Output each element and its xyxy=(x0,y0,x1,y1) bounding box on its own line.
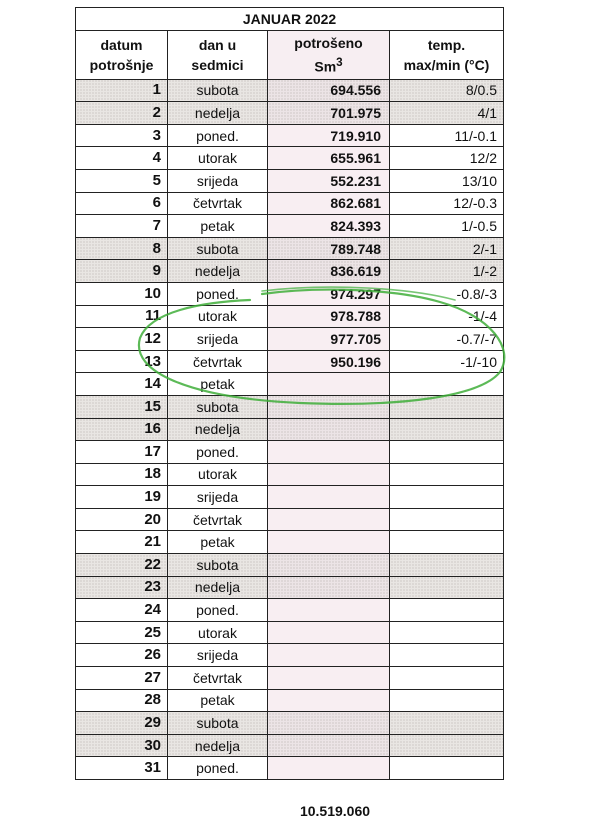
weekday-cell: subota xyxy=(168,395,268,418)
day-cell: 23 xyxy=(76,576,168,599)
consumption-cell: 824.393 xyxy=(268,215,390,238)
consumption-cell: 950.196 xyxy=(268,350,390,373)
temperature-cell xyxy=(390,508,504,531)
weekday-cell: nedelja xyxy=(168,576,268,599)
table-row xyxy=(76,282,504,305)
consumption-cell xyxy=(268,621,390,644)
consumption-cell xyxy=(268,554,390,577)
table-row xyxy=(76,599,504,622)
day-cell: 31 xyxy=(76,757,168,780)
weekday-cell: četvrtak xyxy=(168,667,268,690)
table-row xyxy=(76,757,504,780)
weekday-cell: poned. xyxy=(168,282,268,305)
weekday-cell: srijeda xyxy=(168,644,268,667)
table-row xyxy=(76,554,504,577)
consumption-cell: 655.961 xyxy=(268,147,390,170)
consumption-cell: 694.556 xyxy=(268,79,390,102)
weekday-cell: utorak xyxy=(168,305,268,328)
weekday-cell: srijeda xyxy=(168,486,268,509)
consumption-cell xyxy=(268,644,390,667)
header-temperature-line1: temp. xyxy=(427,36,466,53)
table-row xyxy=(76,689,504,712)
consumption-cell: 789.748 xyxy=(268,237,390,260)
day-cell: 10 xyxy=(76,282,168,305)
day-cell: 30 xyxy=(76,734,168,757)
temperature-cell xyxy=(390,689,504,712)
consumption-cell: 552.231 xyxy=(268,169,390,192)
table-row xyxy=(76,531,504,554)
table-row xyxy=(76,124,504,147)
weekday-cell: subota xyxy=(168,79,268,102)
consumption-cell xyxy=(268,373,390,396)
weekday-cell: nedelja xyxy=(168,418,268,441)
consumption-cell xyxy=(268,576,390,599)
weekday-cell: utorak xyxy=(168,147,268,170)
temperature-cell: -1/-4 xyxy=(390,305,504,328)
day-cell: 26 xyxy=(76,644,168,667)
table-row xyxy=(76,576,504,599)
temperature-cell xyxy=(390,554,504,577)
temperature-cell xyxy=(390,486,504,509)
day-cell: 17 xyxy=(76,441,168,464)
day-cell: 15 xyxy=(76,395,168,418)
day-cell: 5 xyxy=(76,169,168,192)
weekday-cell: četvrtak xyxy=(168,192,268,215)
temperature-cell xyxy=(390,667,504,690)
header-consumption-unit-sup: 3 xyxy=(336,55,343,69)
weekday-cell: srijeda xyxy=(168,169,268,192)
table-row xyxy=(76,328,504,351)
temperature-cell xyxy=(390,395,504,418)
day-cell: 8 xyxy=(76,237,168,260)
temperature-cell xyxy=(390,441,504,464)
day-cell: 11 xyxy=(76,305,168,328)
day-cell: 3 xyxy=(76,124,168,147)
table-row xyxy=(76,192,504,215)
header-weekday xyxy=(168,30,268,79)
weekday-cell: subota xyxy=(168,712,268,735)
table-row xyxy=(76,463,504,486)
table-row xyxy=(76,147,504,170)
day-cell: 9 xyxy=(76,260,168,283)
header-weekday-line1: dan u xyxy=(198,36,237,53)
day-cell: 22 xyxy=(76,554,168,577)
weekday-cell: utorak xyxy=(168,463,268,486)
weekday-cell: subota xyxy=(168,554,268,577)
weekday-cell: nedelja xyxy=(168,102,268,125)
weekday-cell: srijeda xyxy=(168,328,268,351)
consumption-cell: 977.705 xyxy=(268,328,390,351)
weekday-cell: nedelja xyxy=(168,260,268,283)
header-consumption-unit: Sm xyxy=(314,58,337,75)
weekday-cell: petak xyxy=(168,215,268,238)
total-consumption: 10.519.060 xyxy=(299,803,371,819)
table-row xyxy=(76,667,504,690)
consumption-cell xyxy=(268,395,390,418)
table-row xyxy=(76,79,504,102)
day-cell: 21 xyxy=(76,531,168,554)
table-row xyxy=(76,712,504,735)
day-cell: 7 xyxy=(76,215,168,238)
table-row xyxy=(76,441,504,464)
day-cell: 28 xyxy=(76,689,168,712)
day-cell: 18 xyxy=(76,463,168,486)
day-cell: 24 xyxy=(76,599,168,622)
temperature-cell xyxy=(390,621,504,644)
temperature-cell xyxy=(390,373,504,396)
consumption-cell xyxy=(268,689,390,712)
consumption-cell: 836.619 xyxy=(268,260,390,283)
day-cell: 20 xyxy=(76,508,168,531)
weekday-cell: poned. xyxy=(168,757,268,780)
weekday-cell: petak xyxy=(168,531,268,554)
weekday-cell: subota xyxy=(168,237,268,260)
temperature-cell xyxy=(390,463,504,486)
consumption-cell xyxy=(268,712,390,735)
consumption-cell: 974.297 xyxy=(268,282,390,305)
header-weekday-line2: sedmici xyxy=(191,56,244,73)
consumption-cell xyxy=(268,734,390,757)
weekday-cell: poned. xyxy=(168,599,268,622)
consumption-cell xyxy=(268,667,390,690)
table-row xyxy=(76,486,504,509)
temperature-cell: 12/-0.3 xyxy=(390,192,504,215)
temperature-cell: 12/2 xyxy=(390,147,504,170)
consumption-cell xyxy=(268,441,390,464)
consumption-cell xyxy=(268,418,390,441)
table-title: JANUAR 2022 xyxy=(76,8,504,31)
temperature-cell: -1/-10 xyxy=(390,350,504,373)
temperature-cell xyxy=(390,418,504,441)
table-row xyxy=(76,373,504,396)
table-row xyxy=(76,237,504,260)
table-row xyxy=(76,260,504,283)
consumption-cell xyxy=(268,463,390,486)
consumption-cell: 701.975 xyxy=(268,102,390,125)
consumption-cell: 978.788 xyxy=(268,305,390,328)
weekday-cell: petak xyxy=(168,373,268,396)
header-day xyxy=(76,30,168,79)
table-row xyxy=(76,418,504,441)
consumption-cell xyxy=(268,508,390,531)
temperature-cell xyxy=(390,712,504,735)
day-cell: 29 xyxy=(76,712,168,735)
day-cell: 4 xyxy=(76,147,168,170)
day-cell: 14 xyxy=(76,373,168,396)
table-row xyxy=(76,621,504,644)
temperature-cell xyxy=(390,757,504,780)
consumption-cell xyxy=(268,486,390,509)
temperature-cell: 4/1 xyxy=(390,102,504,125)
day-cell: 13 xyxy=(76,350,168,373)
consumption-cell: 862.681 xyxy=(268,192,390,215)
consumption-cell: 719.910 xyxy=(268,124,390,147)
header-temperature-line2: max/min (°C) xyxy=(403,56,490,73)
consumption-cell xyxy=(268,599,390,622)
weekday-cell: poned. xyxy=(168,441,268,464)
header-consumption xyxy=(268,30,390,79)
weekday-cell: četvrtak xyxy=(168,350,268,373)
day-cell: 12 xyxy=(76,328,168,351)
header-day-line1: datum xyxy=(100,36,143,53)
table-row xyxy=(76,305,504,328)
table-row xyxy=(76,350,504,373)
consumption-cell xyxy=(268,757,390,780)
day-cell: 6 xyxy=(76,192,168,215)
day-cell: 2 xyxy=(76,102,168,125)
day-cell: 1 xyxy=(76,79,168,102)
table-row xyxy=(76,734,504,757)
table-body xyxy=(76,79,504,779)
header-day-line2: potrošnje xyxy=(89,56,154,73)
day-cell: 25 xyxy=(76,621,168,644)
day-cell: 19 xyxy=(76,486,168,509)
temperature-cell: -0.8/-3 xyxy=(390,282,504,305)
temperature-cell: 1/-0.5 xyxy=(390,215,504,238)
temperature-cell: 8/0.5 xyxy=(390,79,504,102)
table-row xyxy=(76,215,504,238)
table-row xyxy=(76,644,504,667)
temperature-cell xyxy=(390,734,504,757)
weekday-cell: petak xyxy=(168,689,268,712)
header-consumption-line1: potrošeno xyxy=(294,34,363,51)
table-row xyxy=(76,169,504,192)
weekday-cell: poned. xyxy=(168,124,268,147)
consumption-cell xyxy=(268,531,390,554)
temperature-cell: 11/-0.1 xyxy=(390,124,504,147)
table-row xyxy=(76,508,504,531)
temperature-cell xyxy=(390,599,504,622)
temperature-cell xyxy=(390,531,504,554)
header-temperature xyxy=(390,30,504,79)
weekday-cell: nedelja xyxy=(168,734,268,757)
table-row xyxy=(76,395,504,418)
temperature-cell xyxy=(390,644,504,667)
temperature-cell xyxy=(390,576,504,599)
temperature-cell: -0.7/-7 xyxy=(390,328,504,351)
table-row xyxy=(76,102,504,125)
temperature-cell: 1/-2 xyxy=(390,260,504,283)
day-cell: 16 xyxy=(76,418,168,441)
temperature-cell: 2/-1 xyxy=(390,237,504,260)
consumption-table xyxy=(75,7,504,780)
weekday-cell: četvrtak xyxy=(168,508,268,531)
temperature-cell: 13/10 xyxy=(390,169,504,192)
day-cell: 27 xyxy=(76,667,168,690)
weekday-cell: utorak xyxy=(168,621,268,644)
